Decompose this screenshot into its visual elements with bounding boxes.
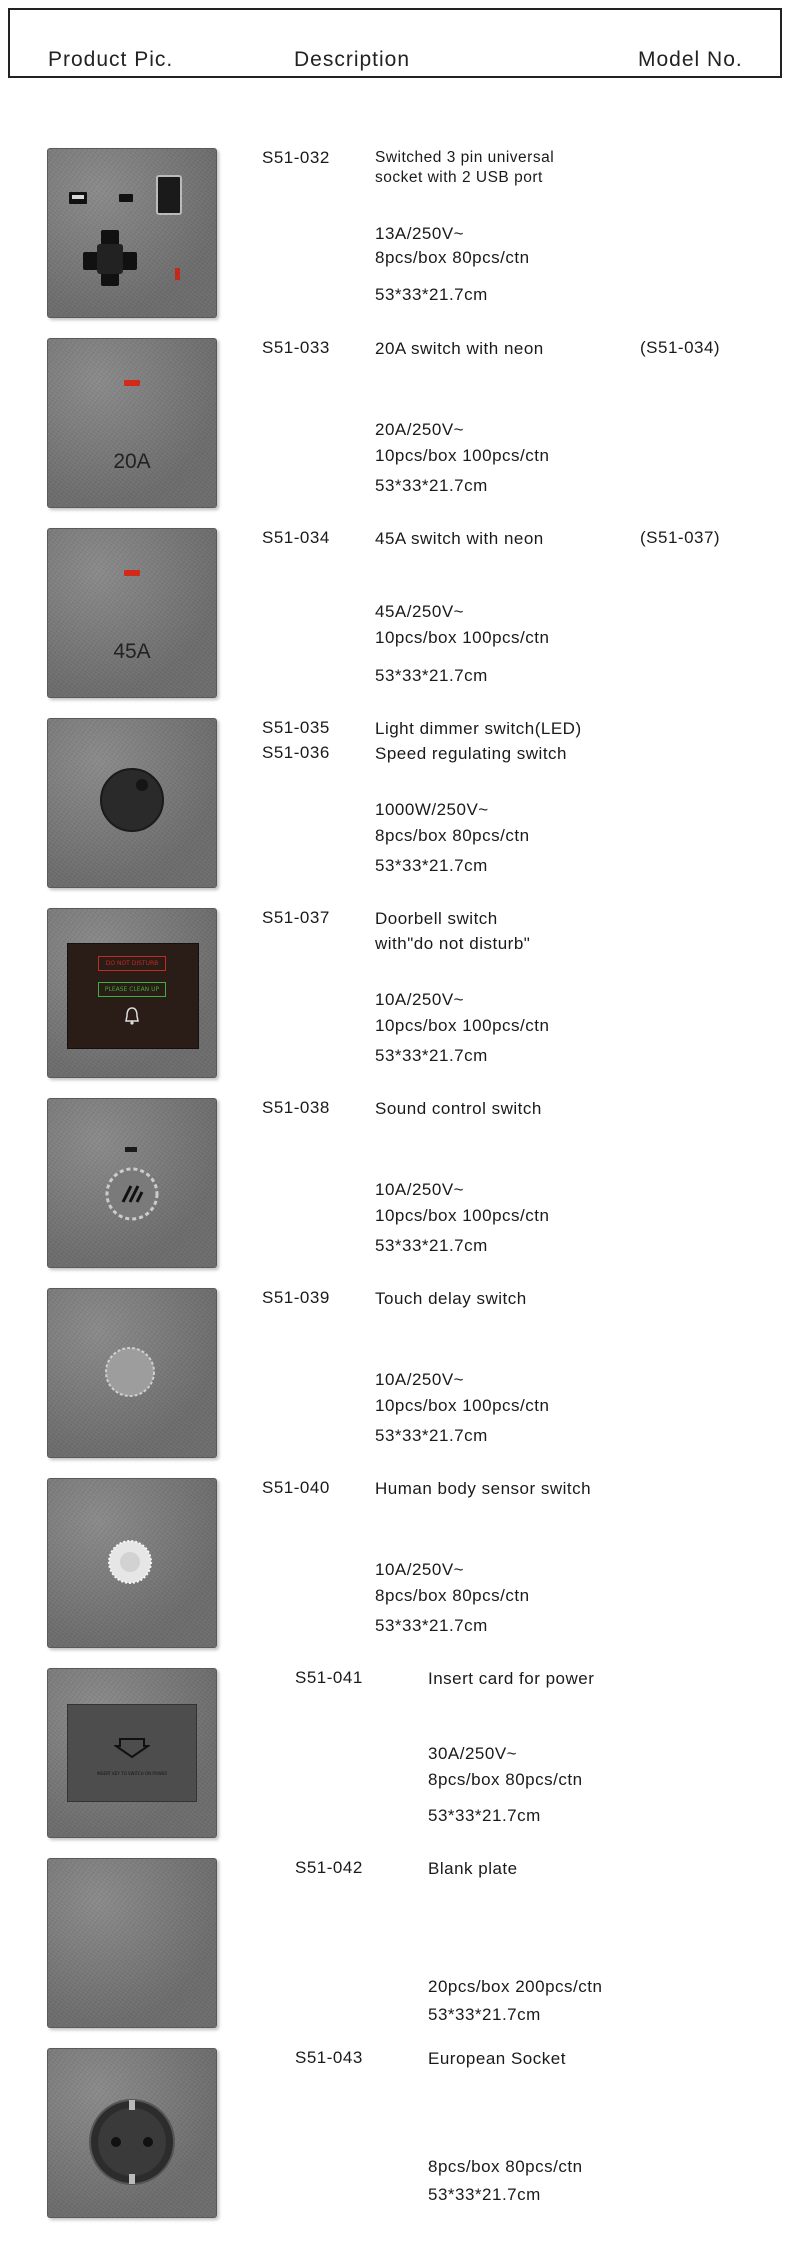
spec-packing: 20pcs/box 200pcs/ctn: [428, 1977, 603, 1996]
do-not-disturb-indicator: DO NOT DISTURB: [98, 956, 166, 971]
doorbell-glass-panel: [67, 943, 199, 1049]
spec-carton-size: 53*33*21.7cm: [375, 1236, 488, 1255]
product-description: [375, 718, 635, 765]
header-description: Description: [294, 48, 411, 71]
product-row-s51-033: [0, 338, 790, 514]
table-header: [8, 8, 782, 78]
card-slot-panel: [67, 1704, 197, 1802]
arrow-down-icon: [114, 1737, 150, 1759]
spec-packing: 8pcs/box 80pcs/ctn: [428, 1770, 583, 1789]
model-number: S51-038: [262, 1098, 330, 1117]
spec-carton-size: 53*33*21.7cm: [375, 856, 488, 875]
model-number: S51-039: [262, 1288, 330, 1307]
neon-indicator-icon: [124, 570, 140, 576]
product-image-dimmer-switch: [47, 718, 217, 888]
description-line: Light dimmer switch(LED): [375, 719, 582, 738]
product-row-s51-040: [0, 1478, 790, 1654]
spec-packing: 10pcs/box 100pcs/ctn: [375, 446, 550, 465]
model-number: S51-035: [262, 718, 330, 737]
spec-carton-size: 53*33*21.7cm: [375, 666, 488, 685]
spec-packing: 8pcs/box 80pcs/ctn: [375, 826, 530, 845]
model-number: S51-037: [262, 908, 330, 927]
product-row-s51-039: [0, 1288, 790, 1464]
please-clean-up-indicator: PLEASE CLEAN UP: [98, 982, 166, 997]
model-number: S51-041: [295, 1668, 363, 1687]
product-row-s51-034: [0, 528, 790, 704]
european-socket-icon: [47, 2048, 217, 2218]
spec-rating: 10A/250V~: [375, 1180, 465, 1199]
product-description: Sound control switch: [375, 1099, 542, 1118]
product-row-s51-043: [0, 2048, 790, 2224]
spec-carton-size: 53*33*21.7cm: [375, 285, 488, 304]
spec-rating: 10A/250V~: [375, 1370, 465, 1389]
model-number: S51-032: [262, 148, 330, 167]
product-image-card-power-switch: [47, 1668, 217, 1838]
spec-rating: 10A/250V~: [375, 990, 465, 1009]
product-description: 45A switch with neon: [375, 529, 544, 548]
spec-rating: 10A/250V~: [375, 1560, 465, 1579]
model-number: S51-034: [262, 528, 330, 547]
plate-rating-label: 20A: [113, 450, 151, 473]
product-description: Blank plate: [428, 1859, 518, 1878]
spec-rating: 13A/250V~: [375, 224, 465, 243]
product-image-touch-delay-switch: [47, 1288, 217, 1458]
spec-packing: 10pcs/box 100pcs/ctn: [375, 1206, 550, 1225]
product-description: Touch delay switch: [375, 1289, 527, 1308]
plate-rating-label: 45A: [113, 640, 151, 663]
spec-packing: 10pcs/box 100pcs/ctn: [375, 1396, 550, 1415]
product-image-doorbell-switch: [47, 908, 217, 1078]
model-number: S51-033: [262, 338, 330, 357]
product-image-european-socket: [47, 2048, 217, 2218]
alternate-model: (S51-034): [640, 338, 721, 357]
description-line: socket with 2 USB port: [375, 169, 543, 186]
spec-packing: 10pcs/box 100pcs/ctn: [375, 628, 550, 647]
product-row-s51-037: [0, 908, 790, 1084]
neon-indicator-icon: [124, 380, 140, 386]
spec-rating: 30A/250V~: [428, 1744, 518, 1763]
spec-packing: 8pcs/box 80pcs/ctn: [375, 248, 530, 267]
product-description: 20A switch with neon: [375, 339, 544, 358]
sound-sensor-icon: [47, 1098, 217, 1268]
model-number: S51-040: [262, 1478, 330, 1497]
description-line: Speed regulating switch: [375, 744, 568, 763]
product-description: Insert card for power: [428, 1669, 595, 1688]
description-line: Switched 3 pin universal: [375, 149, 555, 166]
model-number: S51-043: [295, 2048, 363, 2067]
spec-carton-size: 53*33*21.7cm: [428, 1806, 541, 1825]
spec-packing: 10pcs/box 100pcs/ctn: [375, 1016, 550, 1035]
spec-carton-size: 53*33*21.7cm: [375, 1616, 488, 1635]
spec-rating: 20A/250V~: [375, 420, 465, 439]
touch-pad-icon: [47, 1288, 217, 1458]
description-line: Doorbell switch: [375, 909, 498, 928]
alternate-model: (S51-037): [640, 528, 721, 547]
product-row-s51-042: [0, 1858, 790, 2034]
dimmer-knob-icon: [47, 718, 217, 888]
product-row-s51-041: [0, 1668, 790, 1844]
product-row-s51-035: [0, 718, 790, 894]
description-line: with"do not disturb": [375, 934, 531, 953]
product-description: [375, 908, 635, 955]
product-description: European Socket: [428, 2049, 566, 2068]
card-instruction-text: INSERT KEY TO SWITCH ON POWER: [96, 1771, 168, 1776]
model-number-secondary: S51-036: [262, 743, 330, 762]
product-image-body-sensor-switch: [47, 1478, 217, 1648]
product-description: Human body sensor switch: [375, 1479, 592, 1498]
product-image-blank-plate: [47, 1858, 217, 2028]
product-image-45a-switch: [47, 528, 217, 698]
spec-rating: 1000W/250V~: [375, 800, 489, 819]
spec-carton-size: 53*33*21.7cm: [428, 2005, 541, 2024]
model-number: S51-042: [295, 1858, 363, 1877]
motion-sensor-icon: [47, 1478, 217, 1648]
product-description: [375, 148, 635, 188]
header-model-no: Model No.: [638, 48, 743, 71]
product-row-s51-032: [0, 148, 790, 324]
spec-packing: 8pcs/box 80pcs/ctn: [375, 1586, 530, 1605]
product-image-universal-socket: [47, 148, 217, 318]
spec-rating: 45A/250V~: [375, 602, 465, 621]
spec-packing: 8pcs/box 80pcs/ctn: [428, 2157, 583, 2176]
bell-icon: [124, 1006, 140, 1026]
product-image-20a-switch: [47, 338, 217, 508]
spec-carton-size: 53*33*21.7cm: [375, 1426, 488, 1445]
spec-carton-size: 53*33*21.7cm: [428, 2185, 541, 2204]
universal-socket-icon: [47, 148, 217, 318]
header-product-pic: Product Pic.: [48, 48, 174, 71]
product-image-sound-control-switch: [47, 1098, 217, 1268]
spec-carton-size: 53*33*21.7cm: [375, 476, 488, 495]
spec-carton-size: 53*33*21.7cm: [375, 1046, 488, 1065]
product-row-s51-038: [0, 1098, 790, 1274]
